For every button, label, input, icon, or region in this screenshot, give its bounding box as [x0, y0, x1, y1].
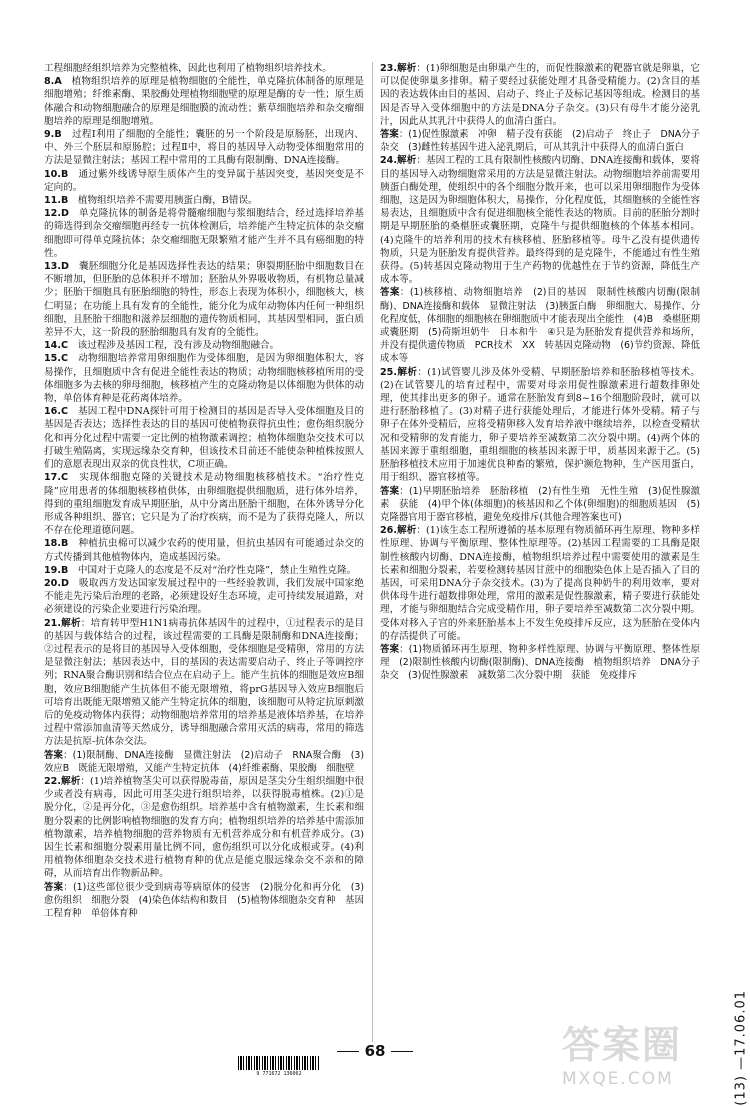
question-number: 答案: [380, 643, 400, 655]
question-paragraph: [44, 775, 364, 881]
question-number: 答案: [44, 749, 64, 761]
paragraph-text: 过程Ⅰ利用了细胞的全能性；囊胚的另一个阶段是原肠胚，出现内、中、外三个胚层和原肠腔；过程Ⅱ中，将目的基因导入动物受体细胞常用的方法是显微注射法；基因工程中常用的工具酶有限制酶、DNA连接酶。: [44, 129, 365, 167]
paragraph-text: 动物细胞培养常用卵细胞作为受体细胞，是因为卵细胞体积大，容易操作，且细胞质中含有促进全能性表达的物质；动物细胞核移植所用的受体细胞多为去核的卵母细胞，核移植产生的克隆动物是以体细胞为供体的动物，单倍体育种是花药离体培养。: [44, 353, 365, 405]
separator: ：: [398, 129, 409, 141]
paragraph-text: 单克隆抗体的制备是将骨髓瘤细胞与浆细胞结合，经过选择培养基的筛选得到杂交瘤细胞再经专一抗体检测后，培养能产生特定抗体的杂交瘤细胞即可得单克隆抗体；杂交瘤细胞无限繁殖才能产生并不具有癌细胞的特性。: [44, 208, 365, 259]
question-paragraph: [44, 260, 364, 339]
answer-paragraph: [380, 643, 700, 683]
separator: [68, 472, 79, 483]
answer-paragraph: [44, 749, 364, 775]
separator: ：: [416, 155, 427, 167]
question-number: 25.解析: [380, 366, 418, 378]
answer-paragraph: [44, 881, 364, 921]
separator: [69, 261, 79, 272]
question-number: 17.C: [44, 472, 69, 484]
paragraph-text: (1)卵细胞是由卵巢产生的，而促性腺激素的靶器官就是卵巢，它可以促使卵巢多排卵。精子要经过获能处理才具备受精能力。(2)含目的基因的表达载体由目的基因、启动子、终止子及标记基因等组成。检测目的基因是否导入受体细胞中的方法是DNA分子杂交。(3)只有母牛才能分泌乳汁，因此从其乳汁中获得人的血清白蛋白。: [380, 63, 701, 127]
separator: ：: [80, 617, 91, 629]
watermark-url: MXQE.COM: [562, 1069, 674, 1089]
question-number: 13.D: [44, 261, 69, 273]
question-paragraph: [380, 154, 700, 286]
page-number-dash-left: [337, 1051, 359, 1052]
separator: [68, 565, 78, 576]
barcode: [238, 1056, 320, 1070]
question-paragraph: [44, 405, 364, 471]
question-paragraph: [44, 194, 364, 207]
question-number: 21.解析: [44, 617, 81, 629]
separator: ：: [399, 643, 409, 655]
question-number: 8.A: [44, 76, 62, 88]
separator: ：: [399, 485, 409, 497]
paragraph-text: 种植抗虫棉可以减少农药的使用量，但抗虫基因有可能通过杂交的方式传播到其他植物体内，造成基因污染。: [44, 538, 365, 563]
question-paragraph: [44, 537, 364, 563]
paragraph-text: 囊胚细胞分化是基因选择性表达的结果；卵裂期胚胎中细胞数目在不断增加，但胚胎的总体积并不增加；胚胎从外界吸收物质，有机物总量减少；胚胎干细胞具有胚胎细胞的特性，形态上表现为体积小，细胞核大，核仁明显；在功能上具有发育的全能性，能分化为成年动物体内任何一种组织细胞，且胚胎干细胞和滋养层细胞的遗传物质相同，其基因型相同，蛋白质差异不大，这一阶段的胚胎细胞具有发育的全能性。: [44, 261, 365, 339]
question-paragraph: [380, 366, 700, 485]
question-paragraph: [44, 617, 364, 749]
paragraph-text: 工程细胞经组织培养为完整植株，因此也利用了植物组织培养技术。: [44, 63, 332, 74]
question-number: 24.解析: [380, 155, 417, 167]
question-paragraph: [44, 62, 364, 75]
separator: ：: [63, 749, 73, 761]
separator: ：: [80, 775, 90, 787]
separator: ：: [399, 287, 410, 299]
separator: [68, 195, 78, 206]
question-number: 16.C: [44, 406, 69, 418]
question-paragraph: [380, 524, 700, 643]
question-number: 23.解析: [380, 63, 417, 74]
question-paragraph: [44, 75, 364, 128]
question-paragraph: [44, 564, 364, 577]
separator: [62, 129, 72, 140]
question-number: 11.B: [44, 195, 69, 207]
column-divider: [372, 62, 373, 1042]
question-number: 20.D: [44, 577, 69, 589]
question-number: 答案: [380, 485, 400, 497]
question-number: 14.C: [44, 340, 69, 352]
paragraph-text: 中国对于克隆人的态度是不反对“治疗性克隆”，禁止生殖性克隆。: [77, 564, 357, 576]
separator: [69, 208, 79, 219]
question-number: 18.B: [44, 538, 69, 550]
separator: [62, 76, 72, 87]
question-paragraph: [44, 471, 364, 537]
question-number: 19.B: [44, 564, 69, 576]
separator: [68, 353, 78, 364]
separator: ：: [416, 63, 426, 74]
paragraph-text: 通过紫外线诱导原生质体产生的变异属于基因突变，基因突变是不定向的。: [44, 168, 365, 193]
separator: ：: [416, 525, 426, 537]
paragraph-text: 实现体细胞克隆的关键技术是动物细胞核移植技术。“治疗性克隆”应用患者的体细胞核移植供体，由卵细胞提供细胞质，进行体外培养，得到的重组细胞发育成早期胚胎，从中分离出胚胎干细胞，在体外诱导分化形成各种组织、器官；它只是为了治疗疾病，而不是为了获得克隆人，所以不存在伦理道德问题。: [44, 472, 364, 537]
paragraph-text: (1)试管婴儿涉及体外受精、早期胚胎培养和胚胎移植等技术。(2)在试管婴儿的培育过程中，需要对母亲用促性腺激素进行超数排卵处理，使其排出更多的卵子。通常在胚胎发育到8~16个细胞阶段时，就可以进行胚胎移植了。(3)对精子进行获能处理后，才能进行体外受精。精子与卵子在体外受精后，应将受精卵移入发育培养液中继续培养，以检查受精状况和受精卵的发育能力，卵子要培养至减数第二次分裂中期。(4)两个体的基因来源于重组细胞，重组细胞的核基因来源于甲，质基因来源于乙。(5)胚胎移植技术应用于加速优良种畜的繁殖，保护濒危物种，生产医用蛋白，用于组织、器官移植等。: [380, 366, 701, 484]
question-paragraph: [44, 128, 364, 168]
question-paragraph: [44, 207, 364, 260]
question-number: 26.解析: [380, 525, 417, 537]
paragraph-text: 基因工程中DNA探针可用于检测目的基因是否导入受体细胞及目的基因是否表达；选择性表达的目的基因可使植物获得抗虫性；愈伤组织脱分化和再分化过程中需要一定比例的植物激素调控；植物体细胞杂交技术可以打破生殖隔离，实现远缘杂交育种，但该技术目前还不能使杂种植株按照人们的意愿表现出双亲的优良性状，C项正确。: [44, 406, 365, 471]
separator: [68, 538, 78, 549]
answer-paragraph: [380, 128, 700, 154]
right-column: [380, 62, 700, 683]
paragraph-text: 培育转甲型H1N1病毒抗体基因牛的过程中，①过程表示的是目的基因与载体结合的过程，该过程需要的工具酶是限制酶和DNA连接酶；②过程表示的是将目的基因导入受体细胞，受体细胞是受精卵，常用的方法是显微注射法；基因表达中，目的基因的表达需要启动子、终止子等调控序列；RNA聚合酶识别和结合位点在启动子上。能产生抗体的细胞是效应B细胞，效应B细胞能产生抗体但不能无限增殖，将prG基因导入效应B细胞后可培育出既能无限增殖又能产生特定抗体的细胞，该细胞可从特定抗原刺激后的免疫动物体内获得；动物细胞培养常用的培养基是液体培养基，在培养过程中常添加血清等天然成分，诱导细胞融合常用灭活的病毒，常用的筛选方法是抗原-抗体杂交法。: [44, 617, 365, 748]
watermark-text: 答案圈: [562, 1023, 683, 1067]
question-number: 答案: [380, 129, 399, 141]
page-number-dash-right: [391, 1051, 413, 1052]
paragraph-text: (1)核移植、动物细胞培养 (2)目的基因 限制性核酸内切酶(限制酶)、DNA连接酶和载体 显微注射法 (3)胰蛋白酶 卵细胞大、易操作、分化程度低，体细胞的细胞核在卵细胞质中才能表现出全能性 (4)B 桑椹胚期或囊胚期 (5)荷斯坦奶牛 日本和牛 ④只是为胚胎发育提供营养和场所，并没有提供遗传物质 PCR技术 XX 转基因克隆动物 (6)节约资源、降低成本等: [380, 287, 700, 365]
question-number: 答案: [44, 881, 64, 893]
paragraph-text: 该过程涉及基因工程，没有涉及动物细胞融合。: [77, 340, 280, 352]
question-number: 答案: [380, 287, 400, 299]
paragraph-text: (1)物质循环再生原理、物种多样性原理、协调与平衡原理、整体性原理 (2)限制性核酸内切酶(限制酶)、DNA连接酶 植物组织培养 DNA分子杂交 (3)促性腺激素 减数第二次分裂中期 获能 免疫排斥: [380, 643, 700, 682]
paragraph-text: (1)限制酶、DNA连接酶 显微注射法 (2)启动子 RNA聚合酶 (3)效应B 既能无限增殖，又能产生特定抗体 (4)纤维素酶、果胶酶 细胞壁: [44, 749, 364, 774]
separator: ：: [417, 366, 428, 378]
question-number: 12.D: [44, 208, 69, 220]
question-number: 22.解析: [44, 775, 81, 787]
separator: [69, 578, 79, 589]
answer-paragraph: [380, 485, 700, 525]
question-paragraph: [44, 352, 364, 405]
answer-paragraph: [380, 286, 700, 365]
separator: [68, 406, 78, 417]
left-column: [44, 62, 364, 920]
separator: [68, 169, 78, 180]
side-label: (13) —17.06.01: [734, 990, 749, 1106]
separator: [68, 340, 78, 351]
paragraph-text: (1)促性腺激素 冲卵 精子没有获能 (2)启动子 终止子 DNA分子杂交 (3)雌性转基因牛进入泌乳期后，可从其乳汁中获得人的血清白蛋白: [380, 129, 700, 154]
question-number: 15.C: [44, 353, 69, 365]
paragraph-text: (1)该生态工程所遵循的基本原理有物质循环再生原理、物种多样性原理、协调与平衡原理、整体性原理等。(2)基因工程需要的工具酶是限制性核酸内切酶、DNA连接酶，植物组织培养过程中需要使用的激素是生长素和细胞分裂素，若要检测转基因甘蔗中的细胞染色体上是否插入了目的基因，可采用DNA分子杂交技术。(3)为了提高良种奶牛的利用效率，要对供体母牛进行超数排卵处理，常用的激素是促性腺激素，精子要进行获能处理，才能与卵细胞结合完成受精作用，卵子要培养至减数第二次分裂中期。受体对移入子宫的外来胚胎基本上不发生免疫排斥反应，这为胚胎在受体内的存活提供了可能。: [380, 525, 701, 642]
paragraph-text: 植物组织培养不需要用胰蛋白酶，B错误。: [77, 195, 258, 207]
paragraph-text: 植物组织培养的原理是植物细胞的全能性，单克隆抗体制备的原理是细胞增殖；纤维素酶、果胶酶处理植物细胞壁的原理是酶的专一性；原生质体融合和动物细胞融合的原理是细胞膜的流动性；紫草细胞培养和杂交瘤细胞培养的原理是细胞增殖。: [44, 76, 364, 127]
question-paragraph: [44, 577, 364, 617]
question-paragraph: [44, 339, 364, 352]
watermark-logo: [562, 1014, 732, 1089]
page-number-text: 68: [364, 1042, 386, 1060]
question-paragraph: [380, 62, 700, 128]
paragraph-text: (1)培养植物茎尖可以获得脱毒苗，原因是茎尖分生组织细胞中很少或者没有病毒，因此可用茎尖进行组织培养，以获得脱毒植株。(2)①是脱分化，②是再分化，③是愈伤组织。培养基中含有植物激素，生长素和细胞分裂素的比例影响植物细胞的发育方向；植物组织培养的培养基中需添加植物激素，培养植物细胞的营养物质有无机营养成分和有机营养成分。(3)因生长素和细胞分裂素用量比例不同，愈伤组织可以分化成根或芽。(4)利用植物体细胞杂交技术进行植物育种的优点是能克服远缘杂交不亲和的障碍，从而培育出作物新品种。: [44, 775, 365, 880]
paragraph-text: 吸取西方发达国家发展过程中的一些经验教训，我们发展中国家绝不能走先污染后治理的老路，必须建设好生态环境，走可持续发展道路，对必须建设的污染企业要进行污染治理。: [44, 577, 365, 616]
paragraph-text: 基因工程的工具有限制性核酸内切酶、DNA连接酶和载体，要将目的基因导入动物细胞常采用的方法是显微注射法。动物细胞培养前需要用胰蛋白酶处理，使组织中的各个细胞分散开来，也可以采用卵细胞作为受体细胞，这是因为卵细胞体积大，易操作，分化程度低，其细胞核的全能性容易表达，且细胞质中含有促进细胞核全能性表达的物质。目前的胚胎分割时期是早期胚胎的桑椹胚或囊胚期，克隆牛与提供细胞核的个体基本相同。(4)克隆牛的培养利用的技术有核移植、胚胎移植等。母牛乙没有提供遗传物质，只是为胚胎发育提供营养。最终得到的是克隆牛，不能通过有性生殖获得。(5)转基因克隆动物用于生产药物的优越性在于节约资源，降低生产成本等。: [380, 155, 700, 286]
question-number: 9.B: [44, 129, 62, 141]
question-number: 10.B: [44, 168, 69, 180]
barcode-number: 9 771672 136062: [256, 1071, 302, 1077]
paragraph-text: (1)早期胚胎培养 胚胎移植 (2)有性生殖 无性生殖 (3)促性腺激素 获能 (4)甲个体(体细胞)的核基因和乙个体(卵细胞)的细胞质基因 (5)克隆器官用于器官移植，避免免疫排斥(其他合理答案也可): [380, 485, 700, 523]
separator: ：: [63, 881, 73, 893]
question-paragraph: [44, 168, 364, 194]
paragraph-text: (1)这些部位很少受到病毒等病原体的侵害 (2)脱分化和再分化 (3)愈伤组织 细胞分裂 (4)染色体结构和数目 (5)植物体细胞杂交育种 基因工程育种 单倍体育种: [44, 881, 364, 919]
